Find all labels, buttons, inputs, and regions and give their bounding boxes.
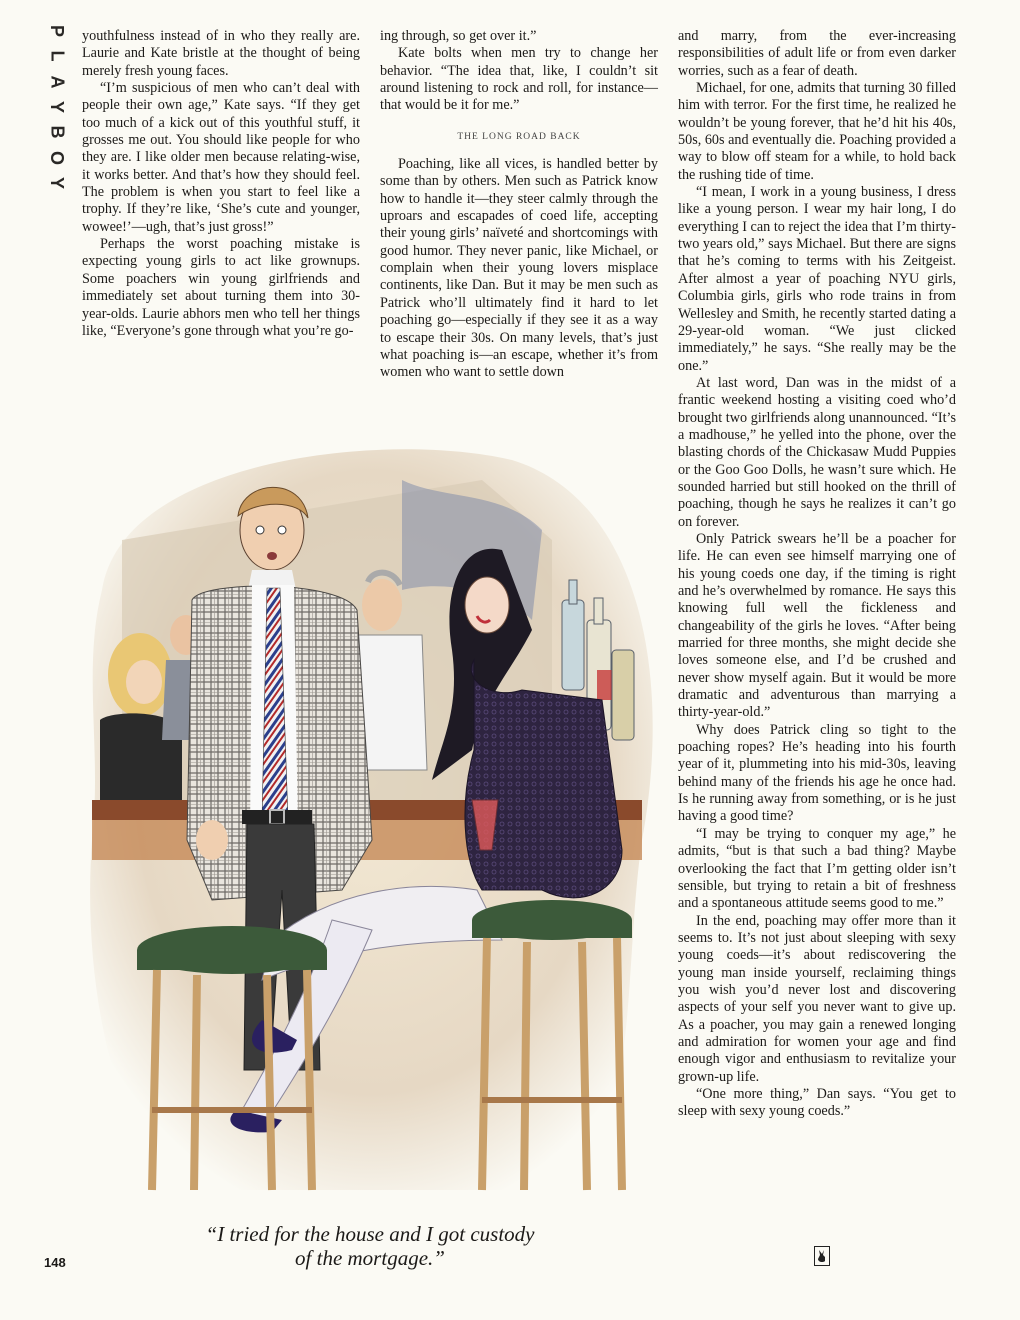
paragraph: Poaching, like all vices, is handled better by some than by others. Men such as Patrick know how to handle it—they steer calmly through the uproars and escapades of coed life, accepting their young girls’ naïveté and shortcomings with good humor. They never panic, like Michael, or complain when their young lovers misplace continents, like Dan. But it may be men such as Patrick who’ll ultimately find it hard to let poaching go—especially if they see it as a way to escape their 30s. On many levels, that’s just what poaching is—an escape, whether it’s from women who want to settle down	[380, 156, 658, 381]
bar-scene-drawing	[82, 420, 662, 1210]
paragraph: Michael, for one, admits that turning 30 filled him with terror. For the first time, he realized he wouldn’t be young forever, that he’d hit his 40s, 50s, 60s and eventually die. Poaching provided a way to blow off steam for a while, to hold back the rushing tide of time.	[678, 80, 956, 183]
paragraph: “One more thing,” Dan says. “You get to sleep with sexy young coeds.”	[678, 1085, 956, 1120]
masthead-letter: A	[47, 75, 67, 89]
paragraph: “I mean, I work in a young business, I dress like a young person. I wear my hair long, I do everything I can to reject the idea that I’m thirty-two years old,” says Michael. But there are signs that he’s coming to terms with his Zeitgeist. After almost a year of poaching NYU girls, Columbia girls, girls who rode trains in from Wellesley and Smith, he recently started dating a 29-year-old woman. “We just clicked immediately,” he says. “She really may be the one.”	[678, 184, 956, 374]
cartoon-caption: “I tried for the house and I got custody of the mortgage.”	[205, 1222, 535, 1270]
paragraph: “I’m suspicious of men who can’t deal with people their own age,” Kate says. “If they get too much of a kick out of this youthful stuff, it grosses me out. You should like people for who they are. I like older men because relating-wise, it works better. And that’s how they should feel. The problem is when you start to feel like a trophy. If they’re like, ‘She’s cute and younger, wowee!’—ugh, that’s just gross!”	[82, 80, 360, 235]
magazine-masthead-vertical	[44, 22, 70, 192]
masthead-letter: O	[46, 150, 67, 165]
cartoon-illustration	[82, 420, 662, 1210]
text-column-3	[678, 28, 956, 1121]
paragraph: Why does Patrick cling so tight to the poaching ropes? He’s heading into his fourth year of it, plummeting into his mid-30s, leaving behind many of the friends his age he once had. Is he running away from something, or is he just having a good time?	[678, 721, 956, 825]
masthead-letter: Y	[46, 100, 67, 113]
paragraph: Perhaps the worst poaching mistake is expecting young girls to act like grownups. Some poachers win young girlfriends and immediately set about turning them into 30-year-olds. Laurie abhors men who tell her things like, “Everyone’s gone through what you’re go-	[82, 236, 360, 339]
paragraph: and marry, from the ever-increasing responsibilities of adult life or from even darker worries, such as a fear of death.	[678, 28, 956, 79]
masthead-letter: P	[46, 24, 67, 38]
section-subhead: THE LONG ROAD BACK	[457, 131, 581, 142]
paragraph: youthfulness instead of in who they really are. Laurie and Kate bristle at the thought of being merely fresh young faces.	[82, 28, 360, 79]
paragraph: “I may be trying to conquer my age,” he admits, “but is that such a bad thing? Maybe overlooking the fact that I’m getting older isn’t sensible, but trying to retain a bit of freshness and a spontaneous attitude seems good to me.”	[678, 825, 956, 912]
masthead-letter: Y	[46, 176, 67, 189]
paragraph: At last word, Dan was in the midst of a frantic weekend hosting a visiting coed who’d brought two girlfriends along unannounced. “It’s a madhouse,” he yelled into the phone, over the blasting chords of the Chickasaw Mudd Puppies or the Goo Goo Dolls, he wasn’t sure which. He sounded harried but still hooked on the thrill of poaching, though he says he realizes it can’t go on forever.	[678, 374, 956, 530]
text-column-2	[380, 28, 658, 382]
paragraph: In the end, poaching may offer more than it seems to. It’s not just about sleeping with sexy young coeds—it’s about rediscovering the young man inside yourself, reclaiming things you wish you’d never lost and discovering aspects of your self you never want to give up. As a poacher, you may gain a renewed longing and admiration for women your age and find enough vigor and enthusiasm to revitalize your grown-up life.	[678, 912, 956, 1085]
rabbit-head-icon	[814, 1246, 830, 1266]
paragraph: ing through, so get over it.”	[380, 28, 537, 44]
text-column-1	[82, 28, 360, 340]
paragraph: Kate bolts when men try to change her behavior. “The idea that, like, I couldn’t sit around listening to rock and roll, for instance—that would be it for me.”	[380, 45, 658, 114]
masthead-letter: L	[47, 50, 67, 62]
page-number: 148	[44, 1255, 66, 1270]
paragraph: Only Patrick swears he’ll be a poacher for life. He can even see himself marrying one of his young coeds one day, if the timing is right and he’s overwhelmed by romance. He says this knowing full well the fickleness and changeability of the girls he loves. “After being married for three months, she might decide she loves someone else, and I’d be crushed and never show myself again. But it would be more dramatic and adventurous than marrying a thirty-year-old.”	[678, 530, 956, 721]
masthead-letter: B	[47, 125, 67, 139]
